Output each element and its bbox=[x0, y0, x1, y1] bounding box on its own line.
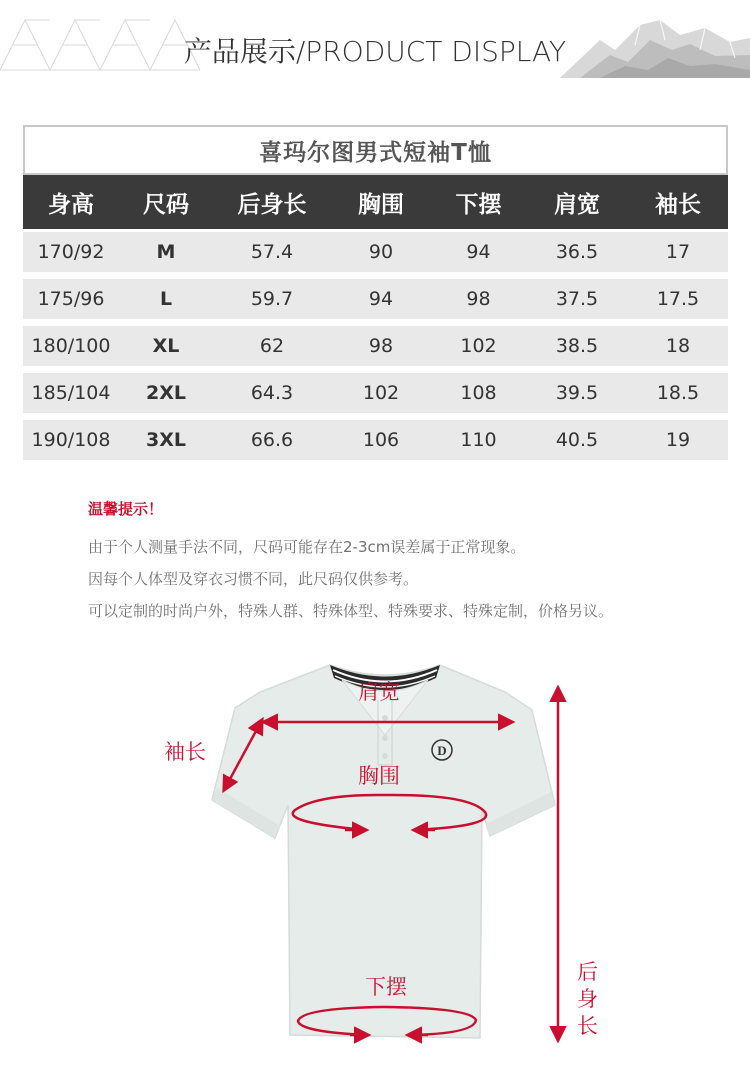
cell-sleeve: 19 bbox=[665, 429, 691, 451]
cell-size: M bbox=[156, 241, 176, 263]
table-row bbox=[23, 232, 728, 272]
table-header-row bbox=[23, 175, 728, 229]
page-title: 产品展示/PRODUCT DISPLAY bbox=[183, 35, 567, 68]
shoulder-width-label: 肩宽 bbox=[358, 680, 400, 704]
cell-hem: 110 bbox=[460, 429, 497, 451]
tips-section bbox=[88, 498, 728, 627]
cell-size: XL bbox=[152, 335, 180, 357]
tips-title: 温馨提示！ bbox=[88, 500, 164, 518]
cell-hem: 94 bbox=[466, 241, 491, 263]
cell-back-length: 62 bbox=[259, 335, 285, 357]
header-size: 尺码 bbox=[143, 191, 189, 218]
cell-sleeve: 18.5 bbox=[656, 382, 700, 404]
size-table bbox=[23, 175, 728, 460]
cell-height: 170/92 bbox=[37, 241, 105, 263]
cell-height: 175/96 bbox=[37, 288, 105, 310]
sleeve-length-label: 袖长 bbox=[164, 740, 206, 764]
svg-text:D: D bbox=[437, 743, 447, 758]
tip-line: 可以定制的时尚户外，特殊人群、特殊体型、特殊要求、特殊定制，价格另议。 bbox=[88, 602, 614, 620]
product-name-box bbox=[23, 125, 728, 175]
product-name: 喜玛尔图男式短袖T恤 bbox=[259, 139, 492, 166]
cell-hem: 102 bbox=[460, 335, 497, 357]
header-shoulder: 肩宽 bbox=[554, 191, 600, 218]
cell-hem: 108 bbox=[460, 382, 497, 404]
cell-back-length: 59.7 bbox=[250, 288, 294, 310]
header-chest: 胸围 bbox=[358, 191, 404, 218]
cell-height: 180/100 bbox=[31, 335, 111, 357]
cell-chest: 106 bbox=[362, 429, 400, 451]
header-back-length: 后身长 bbox=[237, 191, 307, 218]
cell-back-length: 66.6 bbox=[250, 429, 294, 451]
header-height: 身高 bbox=[48, 191, 94, 218]
back-length-label-1: 后 bbox=[577, 960, 598, 984]
hem-label: 下摆 bbox=[365, 975, 407, 999]
cell-height: 190/108 bbox=[31, 429, 111, 451]
table-row bbox=[23, 373, 728, 413]
tip-line: 由于个人测量手法不同，尺码可能存在2-3cm误差属于正常现象。 bbox=[88, 538, 526, 556]
page-header bbox=[0, 0, 750, 90]
cell-back-length: 64.3 bbox=[250, 382, 294, 404]
cell-sleeve: 17.5 bbox=[656, 288, 700, 310]
table-row bbox=[23, 279, 728, 319]
table-row bbox=[23, 420, 728, 460]
cell-chest: 94 bbox=[368, 288, 394, 310]
cell-size: 3XL bbox=[146, 429, 186, 451]
header-hem: 下摆 bbox=[455, 191, 502, 218]
cell-shoulder: 38.5 bbox=[555, 335, 599, 357]
cell-hem: 98 bbox=[466, 288, 491, 310]
cell-shoulder: 36.5 bbox=[555, 241, 599, 263]
cell-size: L bbox=[159, 288, 173, 310]
cell-chest: 102 bbox=[362, 382, 400, 404]
header-sleeve: 袖长 bbox=[655, 191, 701, 218]
back-length-label-3: 长 bbox=[577, 1014, 598, 1038]
table-row bbox=[23, 326, 728, 366]
measurement-diagram bbox=[140, 640, 620, 1071]
cell-shoulder: 37.5 bbox=[555, 288, 599, 310]
cell-chest: 98 bbox=[368, 335, 394, 357]
chest-label: 胸围 bbox=[358, 764, 400, 788]
tip-line: 因每个人体型及穿衣习惯不同，此尺码仅供参考。 bbox=[88, 570, 419, 588]
cell-shoulder: 40.5 bbox=[555, 429, 599, 451]
polo-shirt-illustration bbox=[140, 640, 620, 1071]
cell-sleeve: 17 bbox=[665, 241, 691, 263]
back-length-label-2: 身 bbox=[577, 987, 598, 1011]
cell-sleeve: 18 bbox=[665, 335, 691, 357]
cell-shoulder: 39.5 bbox=[555, 382, 599, 404]
cell-back-length: 57.4 bbox=[250, 241, 294, 263]
cell-height: 185/104 bbox=[31, 382, 111, 404]
cell-size: 2XL bbox=[146, 382, 186, 404]
cell-chest: 90 bbox=[368, 241, 394, 263]
